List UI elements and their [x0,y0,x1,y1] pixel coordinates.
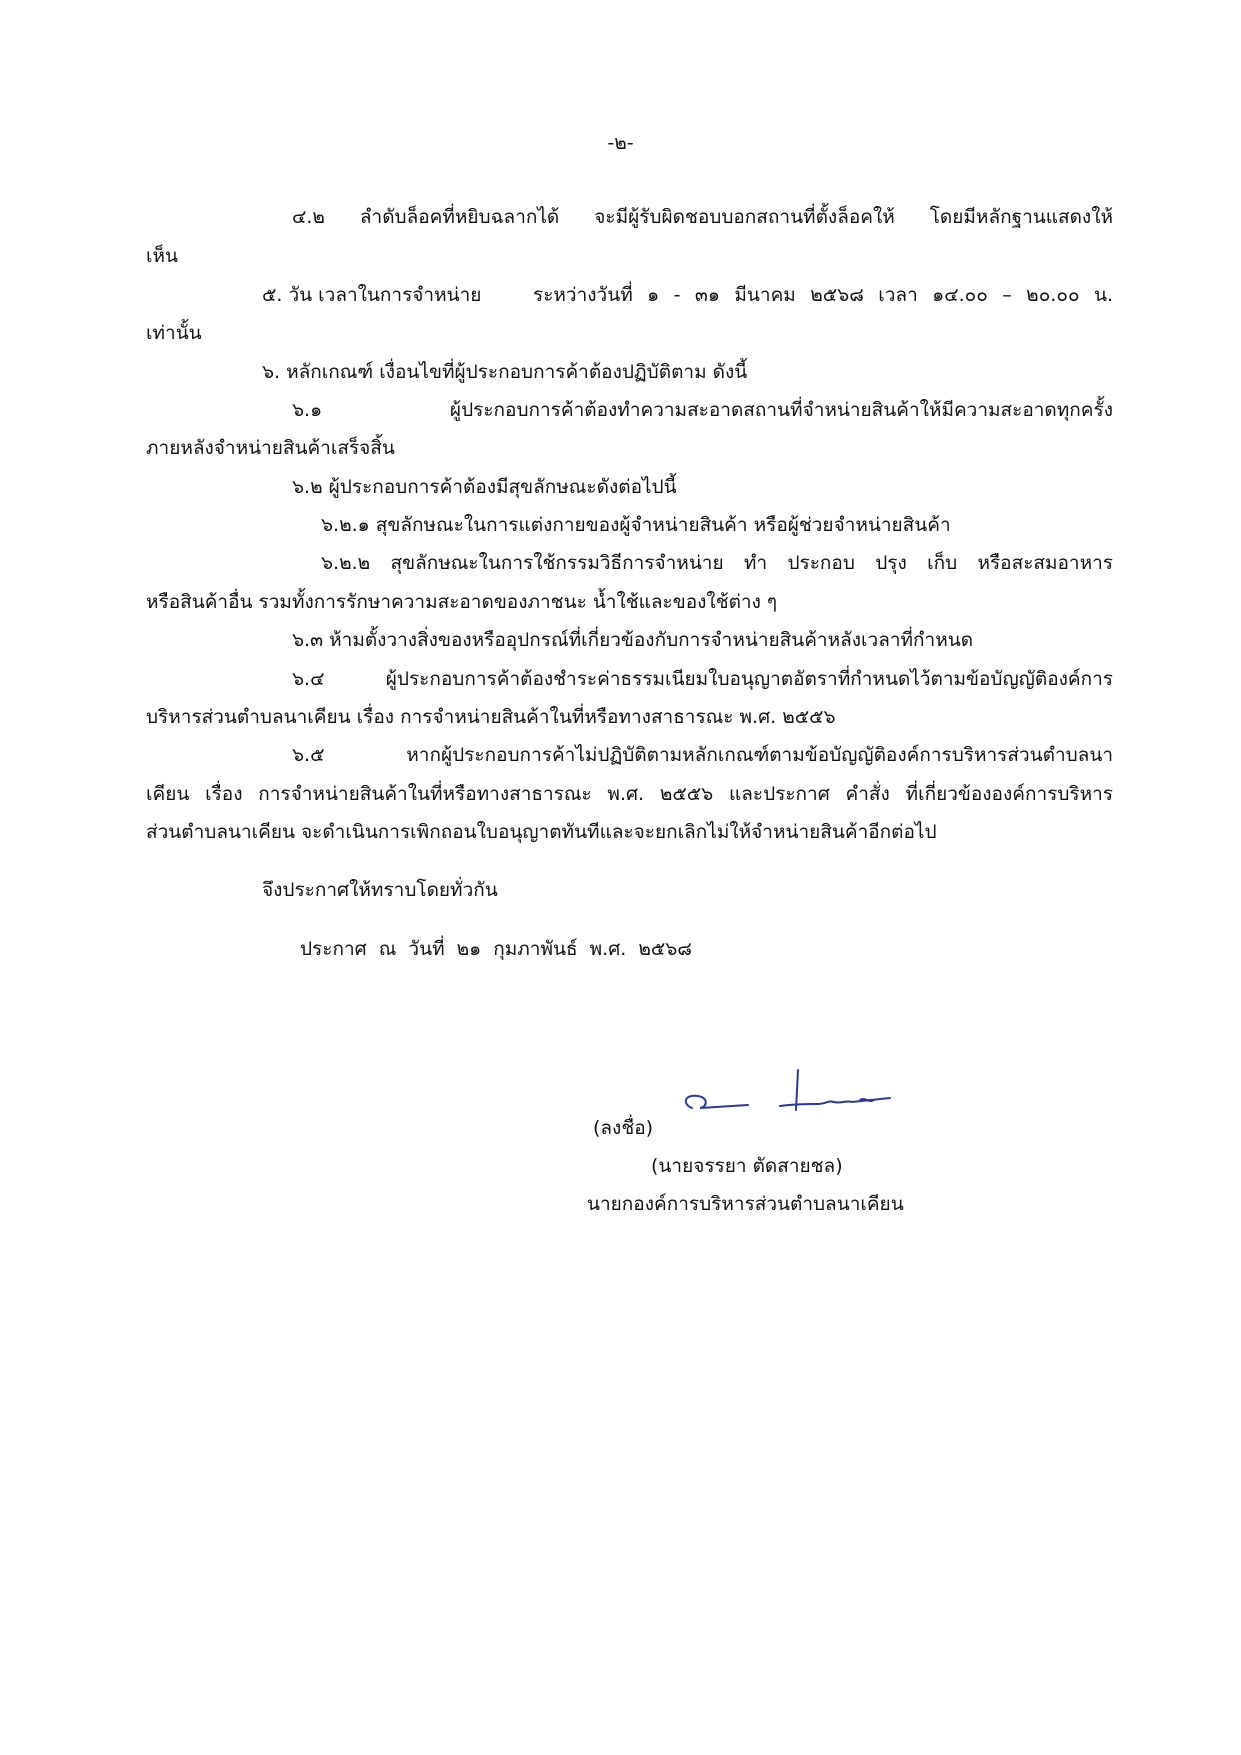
clause-6-2-2-line-1: ๖.๒.๒ สุขลักษณะในการใช้กรรมวิธีการจำหน่าย ทำ ประกอบ ปรุง เก็บ หรือสะสมอาหาร [321,552,1113,574]
clause-6-5-line-3: ส่วนตำบลนาเคียน จะดำเนินการเพิกถอนใบอนุญาตทันทีและจะยกเลิกไม่ให้จำหน่ายสินค้าอีกต่อไป [146,821,937,843]
clause-6-1-line-1: ๖.๑ ผู้ประกอบการค้าต้องทำความสะอาดสถานที่จำหน่ายสินค้าให้มีความสะอาดทุกครั้ง [292,399,1113,421]
clause-5-label: ๕. วัน เวลาในการจำหน่าย [262,284,482,306]
signer-position: นายกองค์การบริหารส่วนตำบลนาเคียน [587,1193,904,1215]
clause-5-line-2: เท่านั้น [146,322,202,344]
clause-6-1-line-2: ภายหลังจำหน่ายสินค้าเสร็จสิ้น [146,437,395,459]
clause-6-2-2-line-2: หรือสินค้าอื่น รวมทั้งการรักษาความสะอาดของภาชนะ น้ำใช้และของใช้ต่าง ๆ [146,591,778,613]
signature-mark [670,1060,910,1120]
clause-6-5-line-1: ๖.๕ หากผู้ประกอบการค้าไม่ปฏิบัติตามหลักเกณฑ์ตามข้อบัญญัติองค์การบริหารส่วนตำบลนา [292,744,1113,766]
clause-6-2: ๖.๒ ผู้ประกอบการค้าต้องมีสุขลักษณะดังต่อไปนี้ [292,476,677,498]
signer-name: (นายจรรยา ตัดสายชล) [651,1155,843,1177]
clause-6-3: ๖.๓ ห้ามตั้งวางสิ่งของหรืออุปกรณ์ที่เกี่ยวข้องกับการจำหน่ายสินค้าหลังเวลาที่กำหนด [292,629,974,651]
clause-5-value: ระหว่างวันที่ ๑ - ๓๑ มีนาคม ๒๕๖๘ เวลา ๑๔.๐๐ – ๒๐.๐๐ น. [533,284,1113,306]
closing-statement: จึงประกาศให้ทราบโดยทั่วกัน [262,879,498,901]
clause-6-5-line-2: เคียน เรื่อง การจำหน่ายสินค้าในที่หรือทางสาธารณะ พ.ศ. ๒๕๕๖ และประกาศ คำสั่ง ที่เกี่ยวข้ององค์การบริหาร [146,783,1113,805]
page-number: -๒- [607,132,634,154]
clause-6-4-line-1: ๖.๔ ผู้ประกอบการค้าต้องชำระค่าธรรมเนียมใบอนุญาตอัตราที่กำหนดไว้ตามข้อบัญญัติองค์การ [292,668,1113,690]
clause-6-2-1: ๖.๒.๑ สุขลักษณะในการแต่งกายของผู้จำหน่ายสินค้า หรือผู้ช่วยจำหน่ายสินค้า [321,514,951,536]
announcement-date: ประกาศ ณ วันที่ ๒๑ กุมภาพันธ์ พ.ศ. ๒๕๖๘ [300,938,692,960]
clause-4-2-line-2: เห็น [146,245,179,267]
clause-4-2-line-1: ๔.๒ ลำดับล็อคที่หยิบฉลากได้ จะมีผู้รับผิดชอบบอกสถานที่ตั้งล็อคให้ โดยมีหลักฐานแสดงให้ [292,206,1113,228]
clause-6-4-line-2: บริหารส่วนตำบลนาเคียน เรื่อง การจำหน่ายสินค้าในที่หรือทางสาธารณะ พ.ศ. ๒๕๕๖ [146,706,836,728]
sign-label: (ลงชื่อ) [593,1117,654,1139]
clause-6: ๖. หลักเกณฑ์ เงื่อนไขที่ผู้ประกอบการค้าต้องปฏิบัติตาม ดังนี้ [262,361,748,383]
